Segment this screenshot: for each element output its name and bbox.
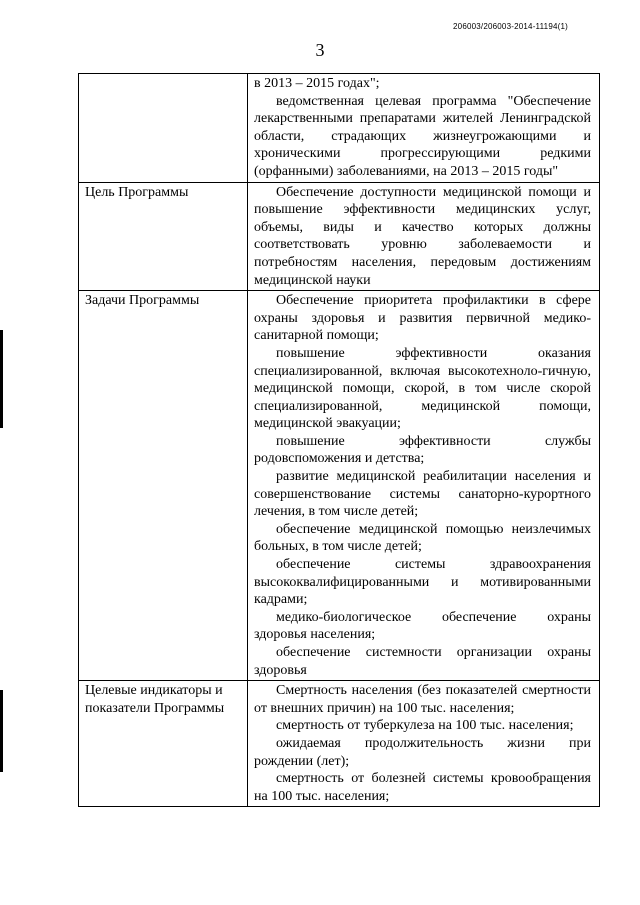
- row-label-cell: Цель Программы: [79, 182, 248, 291]
- paragraph: обеспечение медицинской помощью неизлечимых больных, в том числе детей;: [254, 521, 591, 555]
- row-value-cell: [248, 681, 600, 807]
- scan-edge-mark: [0, 690, 3, 772]
- table-row: [79, 74, 600, 183]
- scan-edge-mark: [0, 330, 3, 428]
- row-value-cell: [248, 182, 600, 291]
- paragraph: развитие медицинской реабилитации населения и совершенствование системы санаторно-курортного лечения, в том числе детей;: [254, 469, 591, 520]
- paragraph: Обеспечение приоритета профилактики в сфере охраны здоровья и развития первичной медико-санитарной помощи;: [254, 293, 591, 344]
- table-row: [79, 681, 600, 807]
- paragraph: повышение эффективности оказания специализированной, включая высокотехноло-гичную, медицинской помощи, скорой, в том числе скорой специализированной, медицинской помощи, медицинской эвакуации;: [254, 345, 591, 432]
- row-value-cell: [248, 74, 600, 183]
- table-row: [79, 182, 600, 291]
- paragraph: в 2013 – 2015 годах";: [254, 76, 380, 91]
- paragraph: обеспечение системности организации охраны здоровья: [254, 645, 591, 678]
- paragraph: ведомственная целевая программа "Обеспечение лекарственными препаратами жителей Ленинградской области, страдающих жизнеугрожающими и хроническими прогрессирующими редкими (орфанными) заболеваниями, на 2013 – 2015 годы": [254, 93, 591, 179]
- paragraph: медико-биологическое обеспечение охраны здоровья населения;: [254, 609, 591, 643]
- paragraph: повышение эффективности службы родовспоможения и детства;: [254, 433, 591, 467]
- paragraph: Обеспечение доступности медицинской помощи и повышение эффективности медицинских услуг, объемы, виды и качество которых должны соответствовать уровню заболеваемости и потребностям населения, передовым достижениям медицинской науки: [254, 184, 591, 288]
- paragraph: смертность от туберкулеза на 100 тыс. населения;: [276, 718, 574, 734]
- document-id: 206003/206003-2014-11194(1): [453, 22, 568, 31]
- table-body: [79, 74, 600, 807]
- row-value-cell: [248, 291, 600, 681]
- row-label-cell: Задачи Программы: [79, 291, 248, 681]
- table-row: [79, 291, 600, 681]
- paragraph: Смертность населения (без показателей смертности от внешних причин) на 100 тыс. населения;: [254, 683, 591, 716]
- paragraph: смертность от болезней системы кровообращения на 100 тыс. населения;: [254, 771, 591, 804]
- paragraph: ожидаемая продолжительность жизни при рождении (лет);: [254, 735, 591, 769]
- row-label-cell: [79, 74, 248, 183]
- page-number: 3: [315, 40, 325, 60]
- row-label-cell: Целевые индикаторы и показатели Программы: [79, 681, 248, 807]
- paragraph: обеспечение системы здравоохранения высококвалифицированными и мотивированными кадрами;: [254, 557, 591, 608]
- program-passport-table: [78, 73, 600, 807]
